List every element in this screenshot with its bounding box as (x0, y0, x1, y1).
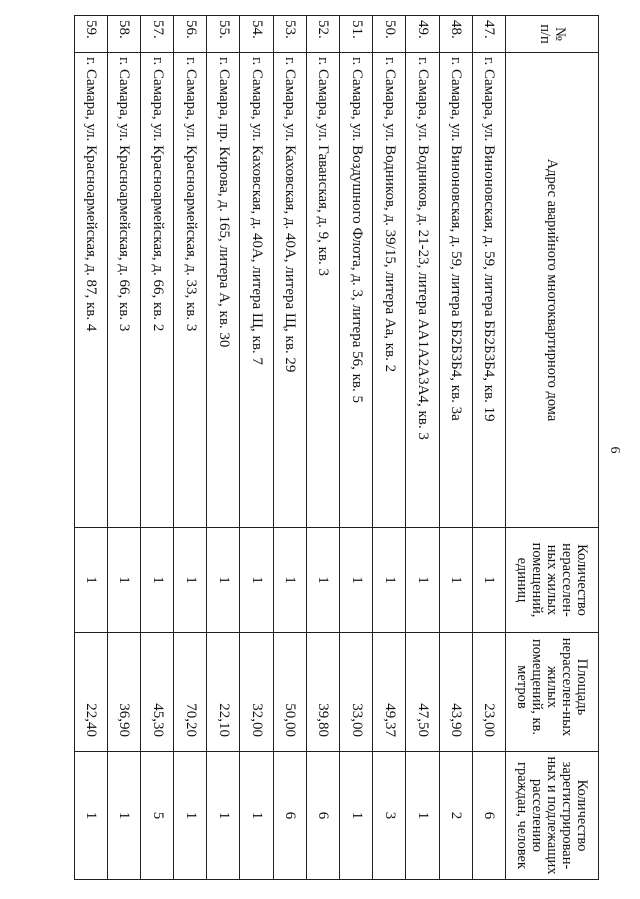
cell-address: г. Самара, ул. Красноармейская, д. 66, кв. 3 (107, 53, 140, 528)
cell-people: 1 (240, 752, 273, 880)
cell-count: 1 (273, 528, 306, 633)
table-header-row (506, 16, 599, 880)
table-row (207, 16, 240, 880)
cell-area: 22,10 (207, 633, 240, 752)
cell-num: 56. (174, 16, 207, 53)
cell-count: 1 (340, 528, 373, 633)
cell-area: 33,00 (340, 633, 373, 752)
cell-count: 1 (306, 528, 339, 633)
table-row (174, 16, 207, 880)
cell-count: 1 (472, 528, 505, 633)
cell-people: 6 (306, 752, 339, 880)
cell-area: 50,00 (273, 633, 306, 752)
header-people: Количество зарегистрирован-ных и подлежащих расселению граждан, человек (506, 752, 599, 880)
cell-area: 32,00 (240, 633, 273, 752)
cell-num: 55. (207, 16, 240, 53)
cell-count: 1 (373, 528, 406, 633)
header-area: Площадь нерасселен-ных жилых помещений, кв. метров (506, 633, 599, 752)
cell-address: г. Самара, ул. Каховская, д. 40А, литера Щ, кв. 29 (273, 53, 306, 528)
cell-people: 1 (174, 752, 207, 880)
cell-area: 43,90 (439, 633, 472, 752)
cell-num: 58. (107, 16, 140, 53)
table-row (306, 16, 339, 880)
cell-people: 1 (74, 752, 107, 880)
cell-num: 47. (472, 16, 505, 53)
header-count: Количество нерасселен-ных жилых помещений, единиц (506, 528, 599, 633)
cell-people: 6 (273, 752, 306, 880)
cell-area: 23,00 (472, 633, 505, 752)
cell-area: 49,37 (373, 633, 406, 752)
cell-count: 1 (439, 528, 472, 633)
cell-address: г. Самара, ул. Виноновская, д. 59, литера ББ2Б3Б4, кв. 3а (439, 53, 472, 528)
table-row (472, 16, 505, 880)
cell-address: г. Самара, ул. Водников, д. 39/15, литера Аа, кв. 2 (373, 53, 406, 528)
cell-people: 6 (472, 752, 505, 880)
cell-num: 51. (340, 16, 373, 53)
table-row (273, 16, 306, 880)
cell-address: г. Самара, ул. Гаванская, д. 9, кв. 3 (306, 53, 339, 528)
table-row (107, 16, 140, 880)
cell-count: 1 (174, 528, 207, 633)
cell-people: 2 (439, 752, 472, 880)
cell-people: 3 (373, 752, 406, 880)
table-row (406, 16, 439, 880)
cell-num: 49. (406, 16, 439, 53)
cell-address: г. Самара, ул. Водников, д. 21-23, литера АА1А2А3А4, кв. 3 (406, 53, 439, 528)
cell-area: 39,80 (306, 633, 339, 752)
cell-address: г. Самара, ул. Красноармейская, д. 87, кв. 4 (74, 53, 107, 528)
cell-area: 22,40 (74, 633, 107, 752)
table-row (373, 16, 406, 880)
table-row (140, 16, 173, 880)
cell-num: 59. (74, 16, 107, 53)
table-row (240, 16, 273, 880)
cell-address: г. Самара, ул. Красноармейская, д. 33, кв. 3 (174, 53, 207, 528)
header-num: № п/п (506, 16, 599, 53)
cell-count: 1 (74, 528, 107, 633)
cell-count: 1 (107, 528, 140, 633)
cell-people: 1 (340, 752, 373, 880)
table-row (74, 16, 107, 880)
cell-num: 54. (240, 16, 273, 53)
cell-num: 52. (306, 16, 339, 53)
cell-people: 1 (107, 752, 140, 880)
page-number: 6 (607, 446, 622, 454)
cell-area: 70,20 (174, 633, 207, 752)
cell-people: 1 (207, 752, 240, 880)
cell-count: 1 (406, 528, 439, 633)
cell-num: 53. (273, 16, 306, 53)
cell-count: 1 (140, 528, 173, 633)
resettlement-table (74, 15, 599, 880)
cell-address: г. Самара, ул. Красноармейская, д. 66, кв. 2 (140, 53, 173, 528)
cell-num: 48. (439, 16, 472, 53)
cell-num: 50. (373, 16, 406, 53)
cell-people: 1 (406, 752, 439, 880)
cell-area: 47,50 (406, 633, 439, 752)
cell-num: 57. (140, 16, 173, 53)
cell-area: 45,30 (140, 633, 173, 752)
cell-address: г. Самара, пр. Кирова, д. 165, литера А, кв. 30 (207, 53, 240, 528)
header-address: Адрес аварийного многоквартирного дома (506, 53, 599, 528)
cell-address: г. Самара, ул. Виноновская, д. 59, литера ББ2Б3Б4, кв. 19 (472, 53, 505, 528)
cell-people: 5 (140, 752, 173, 880)
cell-area: 36,90 (107, 633, 140, 752)
cell-count: 1 (207, 528, 240, 633)
table-row (439, 16, 472, 880)
cell-address: г. Самара, ул. Каховская, д. 40А, литера Щ, кв. 7 (240, 53, 273, 528)
table-row (340, 16, 373, 880)
cell-count: 1 (240, 528, 273, 633)
cell-address: г. Самара, ул. Воздушного Флота, д. 3, литера 56, кв. 5 (340, 53, 373, 528)
